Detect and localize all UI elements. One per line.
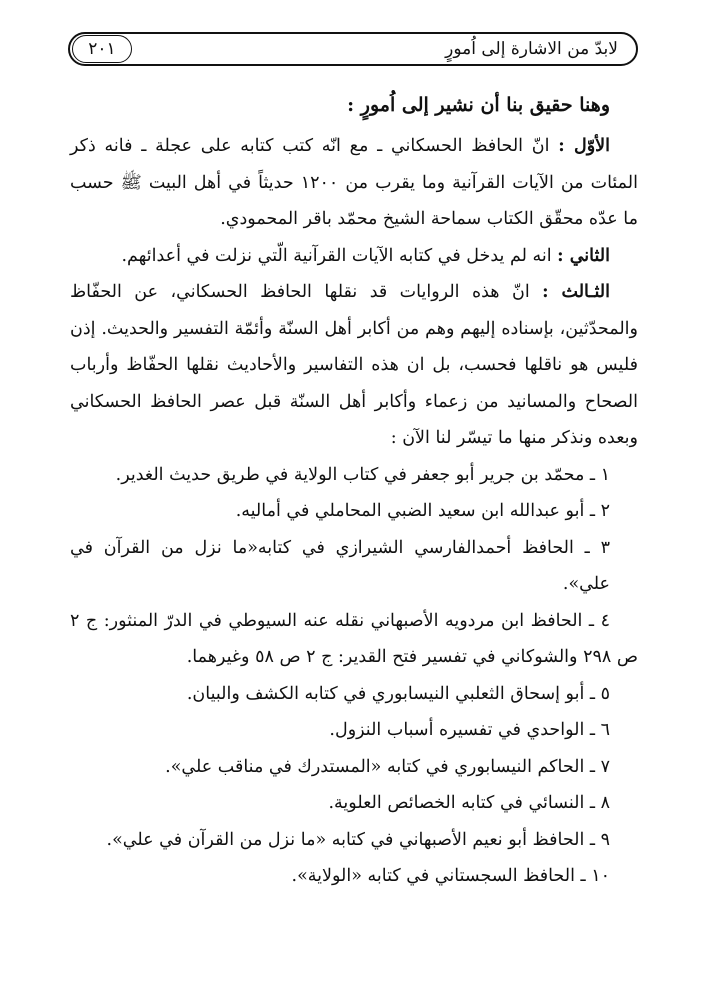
running-header (68, 32, 638, 66)
point-first-label: الأوّل : (558, 136, 610, 156)
source-item: ٥ ـ أبو إسحاق الثعلبي النيسابوري في كتابه الكشف والبيان. (186, 683, 610, 704)
page-body (70, 82, 638, 895)
point-third (70, 274, 638, 457)
source-item: ٩ ـ الحافظ أبو نعيم الأصبهاني في كتابه «ما نزل من القرآن في علي». (106, 829, 610, 850)
point-first (70, 128, 638, 238)
point-third-text: انّ هذه الروايات قد نقلها الحافظ الحسكاني، عن الحفّاظ والمحدّثين، بإسناده إليهم وهم من أكابر أهل السنّة وأئمّة التفسير والحديث. إذن فليس هو ناقلها فحسب، بل ان هذه التفاسير والأحاديث نقلها الحفّاظ وأرباب الصحاح والمسانيد من زعماء وأكابر أهل السنّة قبل عصر الحافظ الحسكاني وبعده ونذكر منها ما تيسّر لنا الآن : (70, 282, 638, 448)
section-heading: وهنا حقيق بنا أن نشير إلى اُمورٍ : (347, 94, 610, 116)
source-item: ٣ ـ الحافظ أحمدالفارسي الشيرازي في كتابه«ما نزل من القرآن في علي». (70, 537, 610, 594)
source-item: ٨ ـ النسائي في كتابه الخصائص العلوية. (328, 793, 610, 813)
point-third-label: الثـالث : (542, 282, 610, 302)
point-second (70, 238, 638, 275)
source-item: ٢ ـ أبو عبدالله ابن سعيد الضبي المحاملي في أماليه. (235, 501, 610, 521)
source-item: ٧ ـ الحاكم النيسابوري في كتابه «المستدرك في مناقب علي». (165, 756, 610, 777)
source-item: ٦ ـ الواحدي في تفسيره أسباب النزول. (329, 720, 610, 740)
point-first-text: انّ الحافظ الحسكاني ـ مع انّه كتب كتابه على عجلة ـ فانه ذكر المئات من الآيات القرآنية وما يقرب من ١٢٠٠ حديثاً في أهل البيت ﷺ حسب ما عدّه محقّق الكتاب سماحة الشيخ محمّد باقر المحمودي. (70, 136, 638, 229)
source-item: ١ ـ محمّد بن جرير أبو جعفر في كتاب الولاية في طريق حديث الغدير. (115, 464, 610, 485)
page-number: ٢٠١ (72, 35, 132, 63)
source-item: ٤ ـ الحافظ ابن مردويه الأصبهاني نقله عنه السيوطي في الدرّ المنثور: ج ٢ ص ٢٩٨ والشوكاني في تفسير فتح القدير: ج ٢ ص ٥٨ وغيرهما. (70, 610, 638, 667)
running-header-title: لابدّ من الاشارة إلى اُمورٍ (445, 39, 618, 59)
point-second-text: انه لم يدخل في كتابه الآيات القرآنية الّتي نزلت في أعدائهم. (121, 245, 558, 266)
source-item: ١٠ ـ الحافظ السجستاني في كتابه «الولاية». (291, 866, 610, 886)
point-second-label: الثاني : (557, 245, 610, 266)
